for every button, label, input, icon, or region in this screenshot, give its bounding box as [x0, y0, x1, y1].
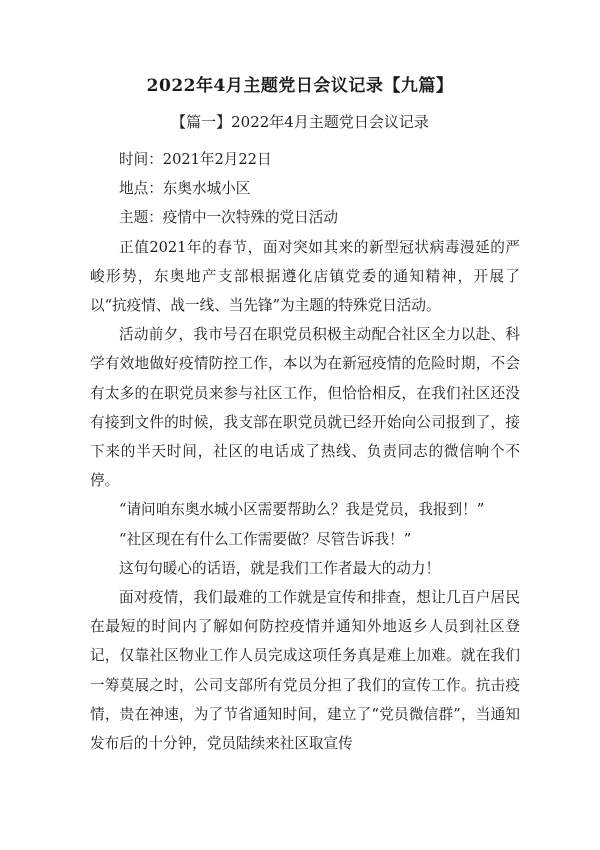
paragraph: 正值2021年的春节，面对突如其来的新型冠状病毒漫延的严峻形势，东奥地产支部根据遵化店镇党委的通知精神，开展了以“抗疫情、战一线、当先锋”为主题的特殊党日活动。 — [90, 238, 520, 315]
section-heading: 【篇一】2022年4月主题党日会议记录 — [171, 113, 429, 131]
meta-place: 地点：东奥水城小区 — [119, 180, 251, 198]
paragraph: “社区现在有什么工作需要做？尽管告诉我！” — [119, 530, 412, 548]
meta-topic: 主题：疫情中一次特殊的党日活动 — [119, 209, 338, 227]
document-body — [90, 145, 520, 758]
document-title: 2022年4月主题党日会议记录【九篇】 — [146, 76, 454, 96]
paragraph: 活动前夕，我市号召在职党员积极主动配合社区全力以赴、科学有效地做好疫情防控工作，本以为在新冠疫情的危险时期，不会有太多的在职党员来参与社区工作，但恰恰相反，在我们社区还没有接到文件的时候，我支部在职党员就已经开始向公司报到了，接下来的半天时间，社区的电话成了热线、负责同志的微信响个不停。 — [90, 326, 520, 490]
paragraph: 这句句暖心的话语，就是我们工作者最大的动力！ — [119, 559, 441, 577]
paragraph: “请问咱东奥水城小区需要帮助么？我是党员，我报到！” — [119, 501, 485, 519]
meta-time: 时间：2021年2月22日 — [119, 151, 272, 168]
paragraph: 面对疫情，我们最难的工作就是宣传和排查，想让几百户居民在最短的时间内了解如何防控疫情并通知外地返乡人员到社区登记，仅靠社区物业工作人员完成这项任务真是难上加难。就在我们一筹莫展之时，公司支部所有党员分担了我们的宣传工作。抗击疫情，贵在神速，为了节省通知时间，建立了“党员微信群”，当通知发布后的十分钟，党员陆续来社区取宣传 — [90, 589, 520, 753]
